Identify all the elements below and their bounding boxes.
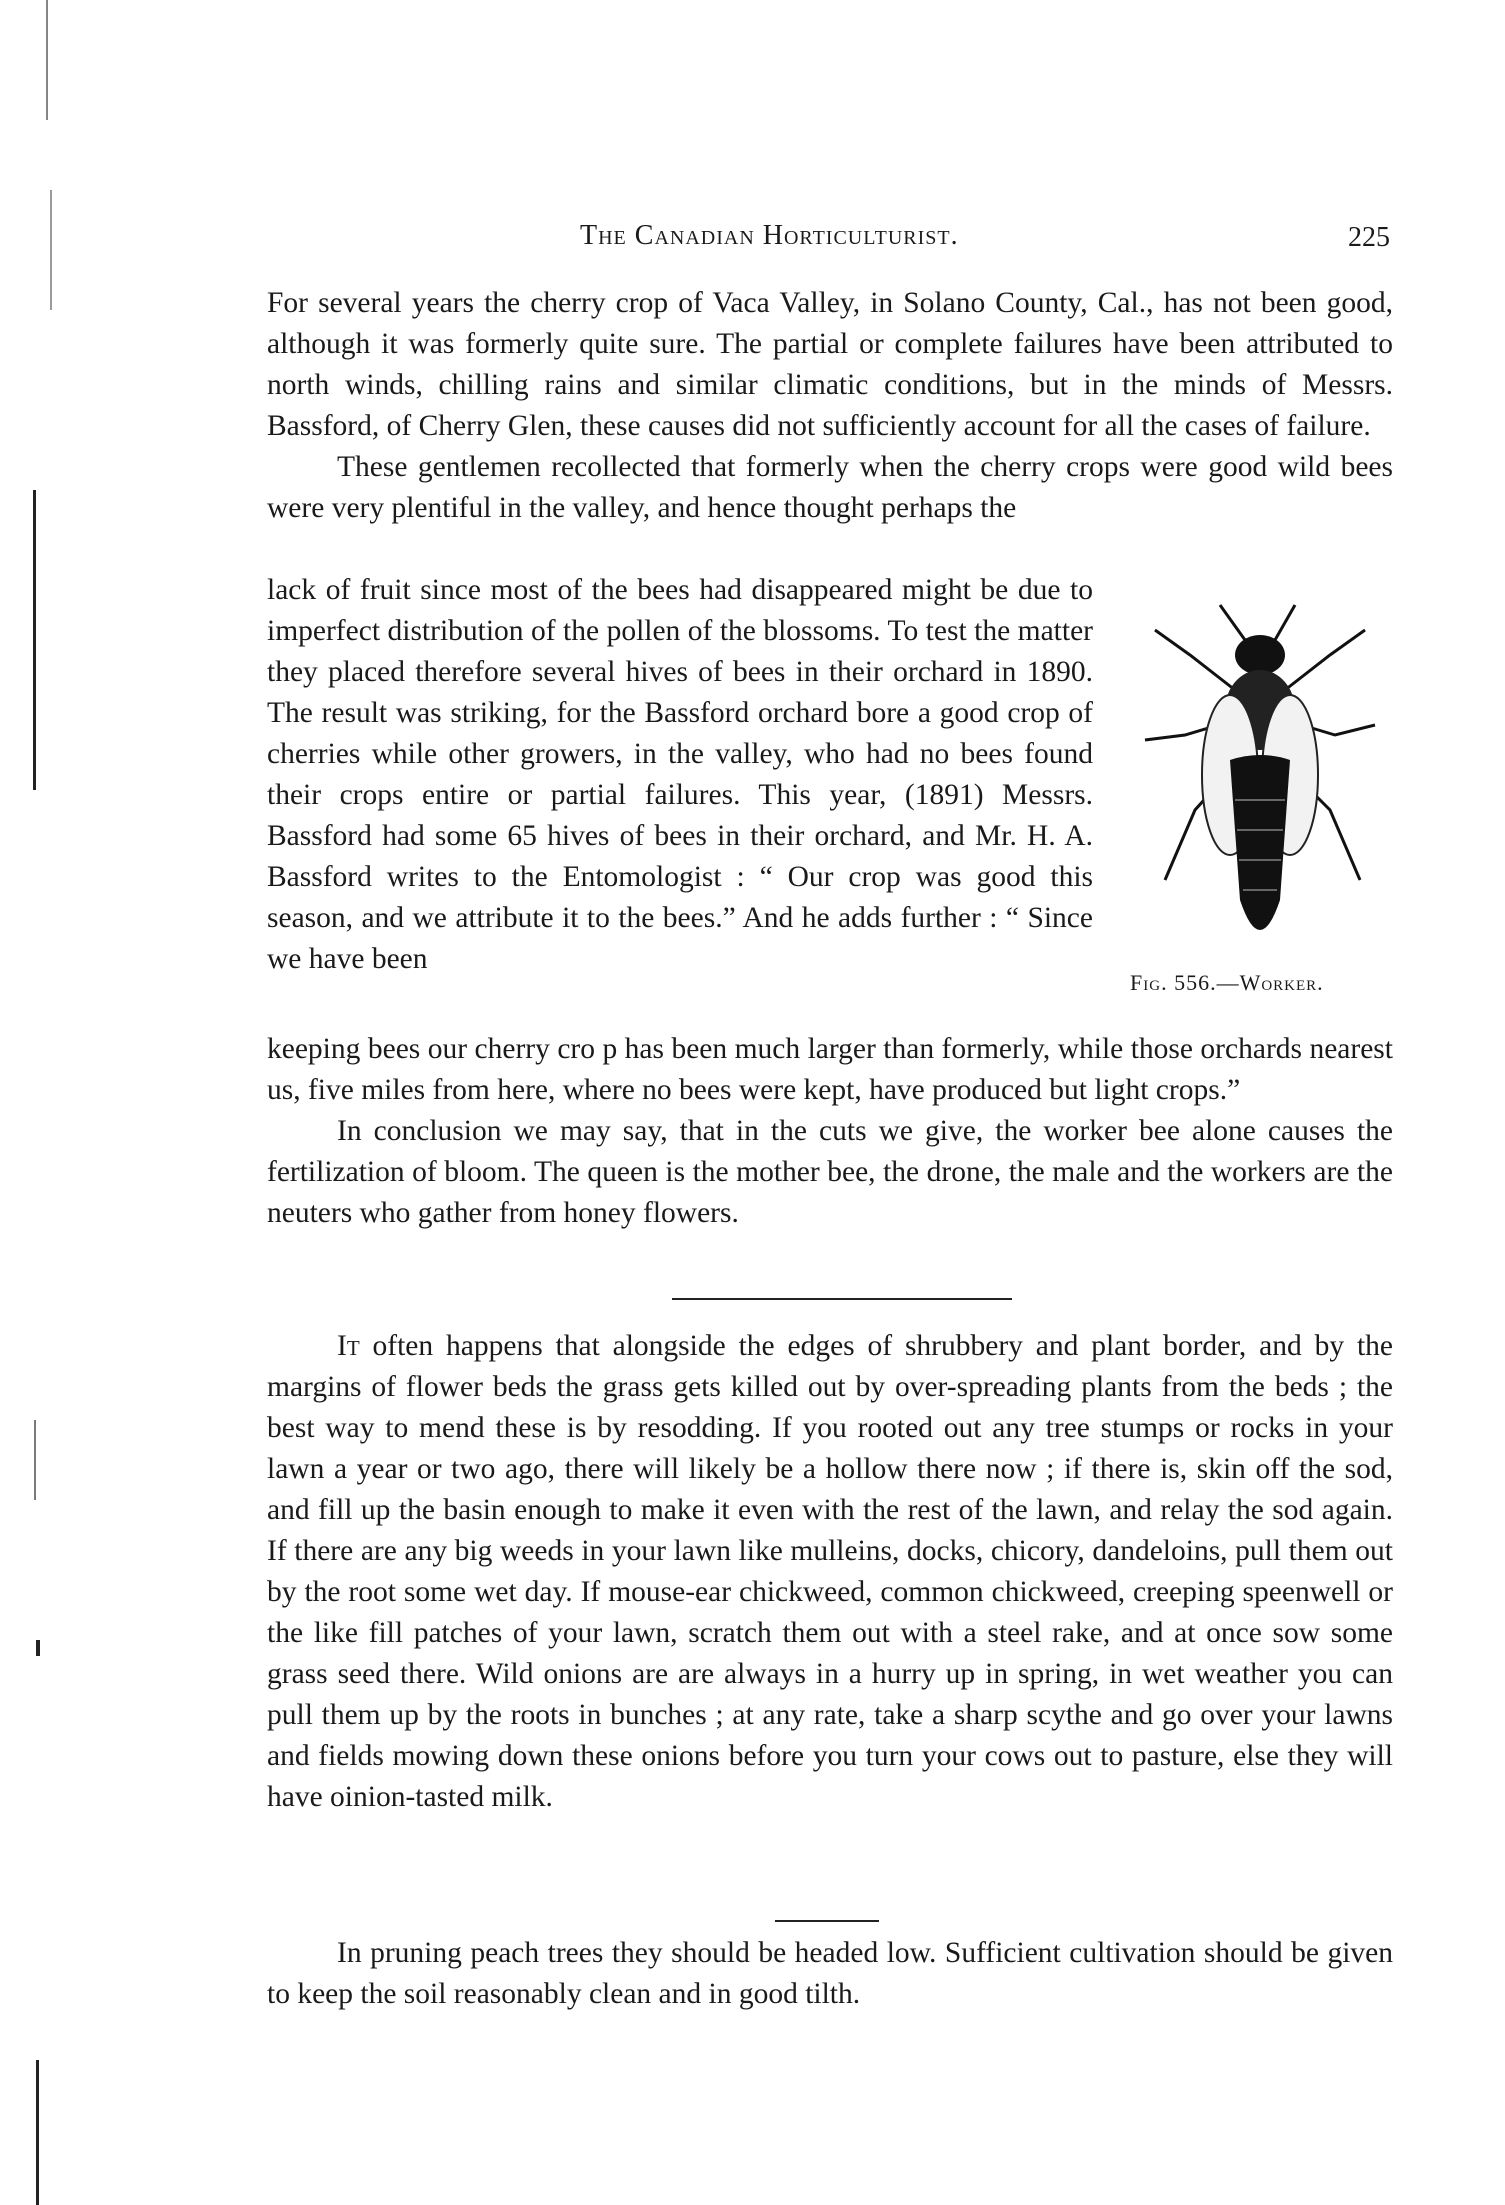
worker-bee-illustration xyxy=(1135,600,1385,970)
paragraph-lawn-care xyxy=(267,1326,1393,1818)
paragraph-conclusion: In conclusion we may say, that in the cuts we give, the worker bee alone causes the fertilization of bloom. The queen is the mother bee, the drone, the male and the workers are the neuters who gather from honey flowers. xyxy=(267,1115,1393,1229)
lead-word: It xyxy=(337,1330,360,1362)
article-bees-top xyxy=(267,283,1393,529)
page-number: 225 xyxy=(1348,222,1390,253)
paragraph-bassford-wrapped xyxy=(267,570,1093,980)
short-divider xyxy=(775,1920,879,1922)
scan-edge-mark xyxy=(36,2060,39,2205)
scan-edge-mark xyxy=(36,1640,40,1656)
scan-edge-mark xyxy=(46,0,48,120)
article-peach xyxy=(267,1933,1393,2015)
section-divider xyxy=(672,1298,1012,1300)
worker-bee-figure xyxy=(1110,600,1400,1010)
scan-edge-mark xyxy=(33,490,36,790)
paragraph-cherry-crop: For several years the cherry crop of Vaca Valley, in Solano County, Cal., has not been good, although it was formerly quite sure. The partial or complete failures have been attributed to north winds, chilling rains and similar climatic conditions, but in the minds of Messrs. Bassford, of Cherry Glen, these causes did not sufficiently account for all the cases of failure. xyxy=(267,287,1393,442)
paragraph-bassford-middle: lack of fruit since most of the bees had disappeared might be due to imperfect distribution of the pollen of the blossoms. To test the matter they placed therefore several hives of bees in their orchard in 1890. The result was striking, for the Bassford orchard bore a good crop of cherries while other growers, in the valley, who had no bees found their crops entire or partial failures. This year, (1891) Messrs. Bassford had some 65 hives of bees in their orchard, and Mr. H. A. Bassford writes to the Entomologist : “ Our crop was good this season, and we attribute it to the bees.” And he adds further : “ Since we have been xyxy=(267,574,1093,975)
article-bees-bottom xyxy=(267,1029,1393,1234)
paragraph-lawn-text: often happens that alongside the edges of shrubbery and plant border, and by the margins of flower beds the grass gets killed out by over-spreading plants from the beds ; the best way to mend these is by resodding. If you rooted out any tree stumps or rocks in your lawn a year or two ago, there will likely be a hollow there now ; if there is, skin off the sod, and fill up the basin enough to make it even with the rest of the lawn, and relay the sod again. If there are any big weeds in your lawn like mulleins, docks, chicory, dandeloins, pull them out by the root some wet day. If mouse-ear chickweed, common chickweed, creeping speenwell or the like fill patches of your lawn, scratch them out with a steel rake, and at once sow some grass seed there. Wild onions are are always in a hurry up in spring, in wet weather you can pull them up by the roots in bunches ; at any rate, take a sharp scythe and go over your lawns and fields mowing down these onions before you turn your cows out to pasture, else they will have oinion-tasted milk. xyxy=(267,1330,1393,1813)
scan-edge-mark xyxy=(50,190,52,310)
paragraph-peach-pruning: In pruning peach trees they should be headed low. Sufficient cultivation should be given to keep the soil reasonably clean and in good tilth. xyxy=(267,1937,1393,2010)
running-header xyxy=(580,220,1400,260)
paragraph-bassford-end: keeping bees our cherry cro p has been much larger than formerly, while those orchards nearest us, five miles from here, where no bees were kept, have produced but light crops.” xyxy=(267,1033,1393,1106)
scan-edge-mark xyxy=(34,1420,36,1500)
journal-title: The Canadian Horticulturist. xyxy=(580,220,959,251)
article-lawn xyxy=(267,1326,1393,1818)
figure-caption: Fig. 556.—Worker. xyxy=(1130,970,1324,995)
paragraph-bassford-intro: These gentlemen recollected that formerly when the cherry crops were good wild bees were very plentiful in the valley, and hence thought perhaps the xyxy=(267,451,1393,524)
